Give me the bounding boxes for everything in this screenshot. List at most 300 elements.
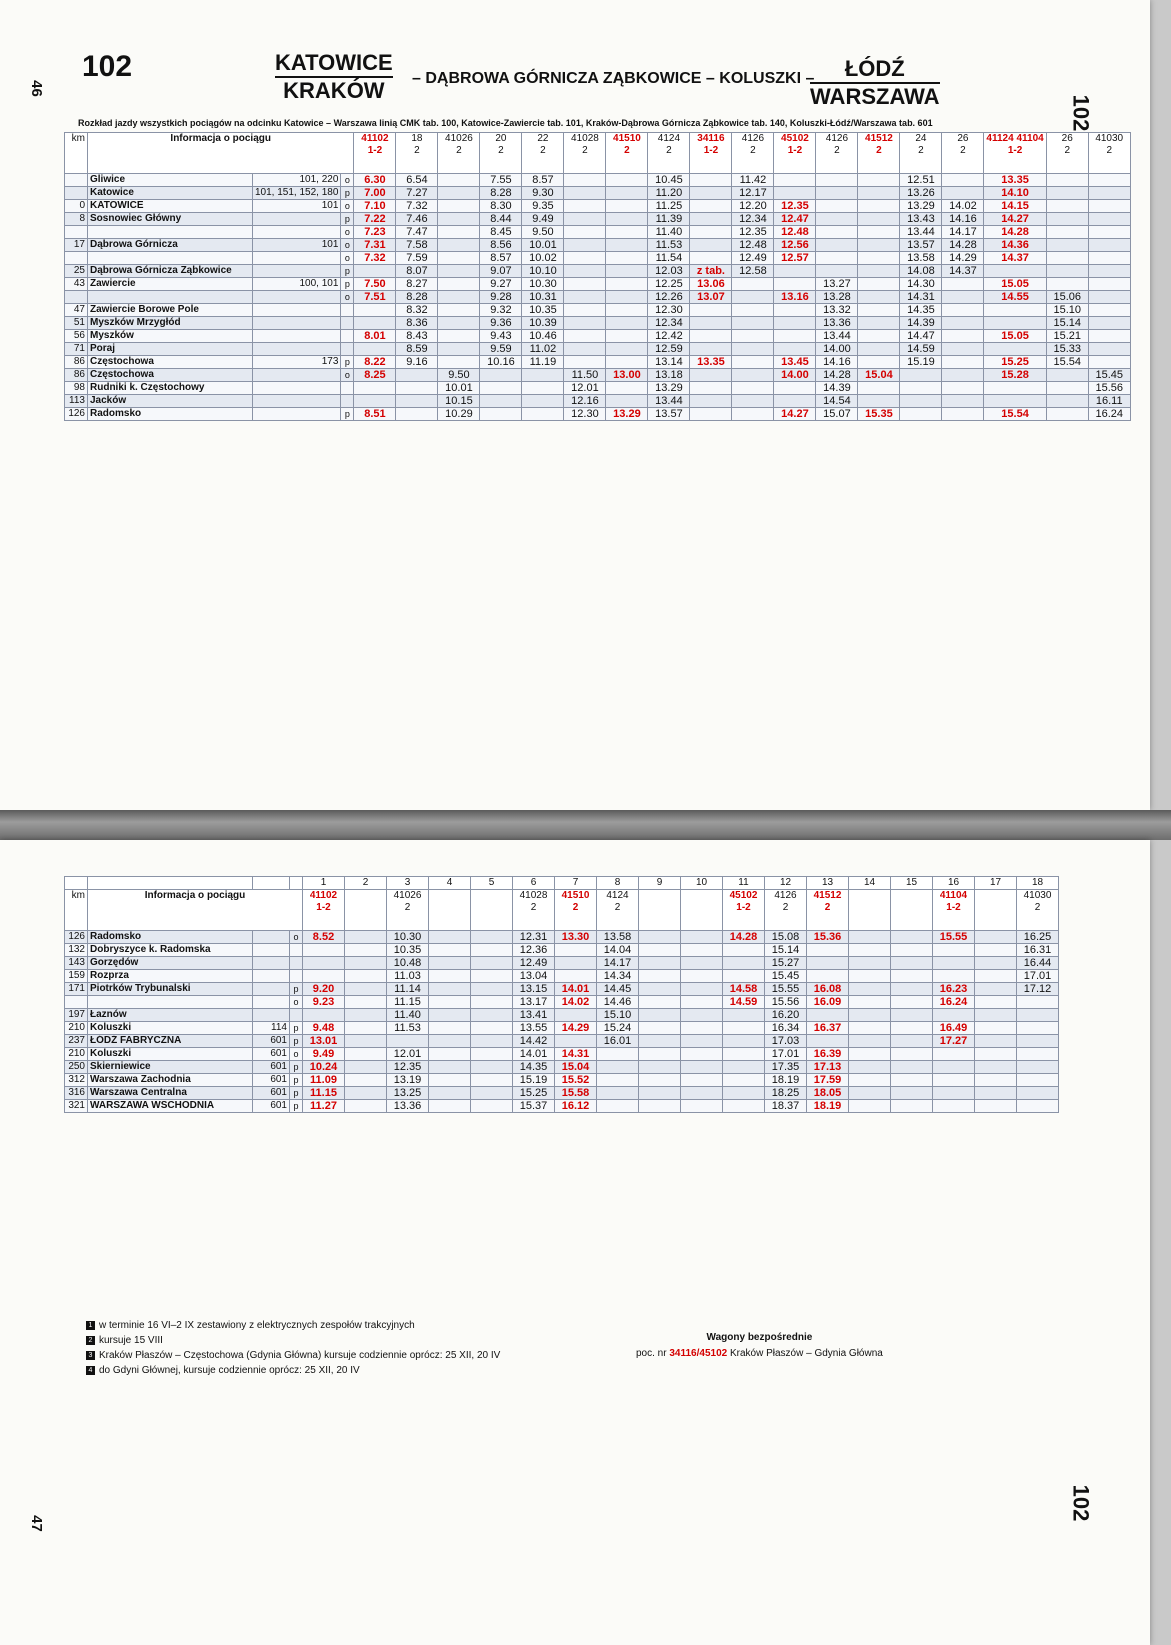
time-cell: 15.55	[933, 931, 975, 944]
time-cell	[522, 408, 564, 421]
train-info-row	[65, 133, 1131, 174]
time-cell: 14.10	[984, 187, 1046, 200]
time-cell	[345, 1022, 387, 1035]
footnote-item	[86, 1363, 500, 1378]
time-cell	[849, 957, 891, 970]
time-cell	[690, 343, 732, 356]
time-cell	[1088, 174, 1130, 187]
column-number-row	[65, 877, 1059, 890]
time-cell: 14.27	[984, 213, 1046, 226]
time-cell: 9.23	[303, 996, 345, 1009]
time-cell: 13.06	[690, 278, 732, 291]
time-cell	[807, 1009, 849, 1022]
arrival-departure-flag	[290, 957, 303, 970]
time-cell: 13.45	[774, 356, 816, 369]
time-cell: 7.10	[354, 200, 396, 213]
time-cell: 14.59	[723, 996, 765, 1009]
time-cell	[1046, 395, 1088, 408]
table-row	[65, 931, 1059, 944]
table-reference	[253, 983, 290, 996]
time-cell	[891, 1100, 933, 1113]
time-cell	[681, 1022, 723, 1035]
time-cell	[681, 1048, 723, 1061]
time-cell: 8.22	[354, 356, 396, 369]
time-cell	[639, 957, 681, 970]
time-cell	[900, 382, 942, 395]
time-cell	[723, 1009, 765, 1022]
time-cell	[1017, 1022, 1059, 1035]
time-cell: 12.01	[387, 1048, 429, 1061]
time-cell	[564, 213, 606, 226]
book-gutter	[0, 810, 1171, 840]
time-cell	[858, 304, 900, 317]
table-row	[65, 187, 1131, 200]
time-cell	[429, 983, 471, 996]
time-cell: 14.35	[513, 1061, 555, 1074]
time-cell: 15.14	[765, 944, 807, 957]
table-row	[65, 291, 1131, 304]
km-value	[65, 174, 88, 187]
time-cell	[942, 304, 984, 317]
time-cell: 15.55	[765, 983, 807, 996]
arrival-departure-flag: o	[341, 174, 354, 187]
time-cell: 13.16	[774, 291, 816, 304]
time-cell: 12.51	[900, 174, 942, 187]
time-cell	[606, 239, 648, 252]
time-cell: 7.23	[354, 226, 396, 239]
km-value	[65, 187, 88, 200]
time-cell: 12.56	[774, 239, 816, 252]
train-number: 41104	[939, 890, 968, 901]
time-cell	[900, 395, 942, 408]
time-cell	[774, 330, 816, 343]
km-value	[65, 226, 88, 239]
km-value: 237	[65, 1035, 88, 1048]
train-number: 41028	[571, 133, 599, 144]
time-cell	[606, 343, 648, 356]
time-cell	[354, 265, 396, 278]
time-cell	[774, 304, 816, 317]
time-cell	[723, 1087, 765, 1100]
time-cell: 12.20	[732, 200, 774, 213]
time-cell: 14.17	[942, 226, 984, 239]
station-name	[88, 291, 253, 304]
time-cell: 15.21	[1046, 330, 1088, 343]
time-cell: 18.05	[807, 1087, 849, 1100]
time-cell	[1046, 265, 1088, 278]
time-cell	[387, 1035, 429, 1048]
table-reference: 100, 101	[253, 278, 341, 291]
time-cell	[900, 369, 942, 382]
time-cell	[774, 278, 816, 291]
table-reference: 101	[253, 200, 341, 213]
time-cell	[681, 1009, 723, 1022]
arrival-departure-flag: o	[290, 931, 303, 944]
column-number: 15	[891, 877, 933, 890]
time-cell	[975, 1048, 1017, 1061]
time-cell: 14.29	[942, 252, 984, 265]
time-cell	[942, 317, 984, 330]
time-cell: 13.29	[606, 408, 648, 421]
time-cell: 13.04	[513, 970, 555, 983]
time-cell: 8.30	[480, 200, 522, 213]
time-cell: 13.36	[816, 317, 858, 330]
time-cell: 8.25	[354, 369, 396, 382]
time-cell: 7.51	[354, 291, 396, 304]
time-cell	[1088, 213, 1130, 226]
time-cell	[429, 1087, 471, 1100]
time-cell: 14.31	[555, 1048, 597, 1061]
train-number-cell	[597, 890, 639, 931]
time-cell	[1088, 265, 1130, 278]
time-cell	[471, 1061, 513, 1074]
km-value: 25	[65, 265, 88, 278]
time-cell	[933, 970, 975, 983]
time-cell: 15.06	[1046, 291, 1088, 304]
km-value: 47	[65, 304, 88, 317]
time-cell	[942, 408, 984, 421]
time-cell	[942, 356, 984, 369]
time-cell: 18.25	[765, 1087, 807, 1100]
column-number-blank	[65, 877, 88, 890]
station-name: Gorzędów	[88, 957, 253, 970]
time-cell	[471, 944, 513, 957]
time-cell: 14.58	[723, 983, 765, 996]
time-cell	[438, 174, 480, 187]
time-cell: 13.35	[984, 174, 1046, 187]
station-name: Gliwice	[88, 174, 253, 187]
time-cell	[681, 957, 723, 970]
station-name: Katowice	[88, 187, 253, 200]
time-cell	[606, 291, 648, 304]
time-cell: 11.03	[387, 970, 429, 983]
arrival-departure-flag: p	[290, 1035, 303, 1048]
time-cell: 13.43	[900, 213, 942, 226]
table-row	[65, 317, 1131, 330]
station-name: Poraj	[88, 343, 253, 356]
time-cell	[429, 957, 471, 970]
time-cell	[816, 252, 858, 265]
time-cell: 9.36	[480, 317, 522, 330]
time-cell	[732, 369, 774, 382]
time-cell	[891, 1061, 933, 1074]
time-cell: 9.59	[480, 343, 522, 356]
time-cell: 13.29	[648, 382, 690, 395]
time-cell	[471, 983, 513, 996]
time-cell: 16.09	[807, 996, 849, 1009]
train-number-cell	[480, 133, 522, 174]
time-cell: 8.28	[396, 291, 438, 304]
train-number-cell	[303, 890, 345, 931]
time-cell	[732, 291, 774, 304]
time-cell	[891, 983, 933, 996]
time-cell	[354, 395, 396, 408]
train-number: 41026	[445, 133, 473, 144]
time-cell	[471, 1087, 513, 1100]
time-cell	[564, 304, 606, 317]
footnote-text: Kraków Płaszów – Częstochowa (Gdynia Główna) kursuje codziennie oprócz: 25 XII, 20 IV	[99, 1350, 501, 1361]
time-cell	[690, 187, 732, 200]
time-cell: 13.01	[303, 1035, 345, 1048]
time-cell	[975, 957, 1017, 970]
time-cell: 14.46	[597, 996, 639, 1009]
time-cell: 12.35	[732, 226, 774, 239]
km-value: 71	[65, 343, 88, 356]
train-number: 41512	[813, 890, 842, 901]
time-cell: 15.33	[1046, 343, 1088, 356]
time-cell: 12.48	[774, 226, 816, 239]
destination-1: ŁÓDŹ	[810, 56, 940, 84]
time-cell: 16.20	[765, 1009, 807, 1022]
time-cell	[429, 944, 471, 957]
table-row	[65, 1061, 1059, 1074]
time-cell	[849, 944, 891, 957]
train-number: 4126	[774, 890, 797, 901]
time-cell	[564, 174, 606, 187]
time-cell: 14.39	[816, 382, 858, 395]
train-number-cell	[564, 133, 606, 174]
column-number: 2	[345, 877, 387, 890]
time-cell: 10.39	[522, 317, 564, 330]
station-name: Jacków	[88, 395, 253, 408]
station-name: KATOWICE	[88, 200, 253, 213]
table-row	[65, 944, 1059, 957]
table-reference: 114	[253, 1022, 290, 1035]
train-number-cell	[732, 133, 774, 174]
time-cell: 16.25	[1017, 931, 1059, 944]
time-cell	[1046, 278, 1088, 291]
train-number: 41124 41104	[986, 133, 1044, 144]
time-cell	[858, 226, 900, 239]
table-reference: 101	[253, 239, 341, 252]
time-cell: 12.48	[732, 239, 774, 252]
time-cell	[1017, 1087, 1059, 1100]
time-cell: 15.37	[513, 1100, 555, 1113]
train-number: 20	[495, 133, 507, 144]
time-cell: 9.48	[303, 1022, 345, 1035]
time-cell: 10.16	[480, 356, 522, 369]
arrival-departure-flag: p	[341, 187, 354, 200]
table-row	[65, 1009, 1059, 1022]
time-cell	[774, 265, 816, 278]
footnote-text: w terminie 16 VI–2 IX zestawiony z elektrycznych zespołów trakcyjnych	[99, 1320, 415, 1331]
time-cell	[681, 983, 723, 996]
time-cell	[1088, 252, 1130, 265]
time-cell: 14.28	[942, 239, 984, 252]
time-cell: 14.00	[816, 343, 858, 356]
table-reference: 601	[253, 1061, 290, 1074]
station-name: Radomsko	[88, 408, 253, 421]
time-cell: 16.23	[933, 983, 975, 996]
train-class: 2	[530, 902, 537, 913]
time-cell: 7.31	[354, 239, 396, 252]
time-cell: 11.53	[648, 239, 690, 252]
time-cell	[438, 304, 480, 317]
time-cell	[606, 395, 648, 408]
time-cell: 16.08	[807, 983, 849, 996]
train-number: 24	[915, 133, 927, 144]
time-cell	[849, 1022, 891, 1035]
train-class: 2	[404, 902, 411, 913]
time-cell	[723, 1022, 765, 1035]
time-cell	[1046, 369, 1088, 382]
time-cell: 15.19	[900, 356, 942, 369]
time-cell: 17.59	[807, 1074, 849, 1087]
train-number-cell	[975, 890, 1017, 931]
table-reference: 601	[253, 1074, 290, 1087]
train-number-cell	[942, 133, 984, 174]
time-cell	[858, 395, 900, 408]
time-cell: 11.15	[303, 1087, 345, 1100]
time-cell	[816, 239, 858, 252]
time-cell	[681, 1035, 723, 1048]
time-cell	[849, 1074, 891, 1087]
table-row	[65, 304, 1131, 317]
time-cell	[849, 996, 891, 1009]
station-name: Piotrków Trybunalski	[88, 983, 253, 996]
time-cell	[1017, 1035, 1059, 1048]
time-cell	[564, 278, 606, 291]
time-cell: 10.15	[438, 395, 480, 408]
time-cell: 15.28	[984, 369, 1046, 382]
time-cell	[354, 382, 396, 395]
station-name: Dobryszyce k. Radomska	[88, 944, 253, 957]
column-number: 8	[597, 877, 639, 890]
time-cell: 15.45	[1088, 369, 1130, 382]
time-cell	[639, 1009, 681, 1022]
time-cell: 13.44	[648, 395, 690, 408]
arrival-departure-flag: p	[290, 983, 303, 996]
table-row	[65, 970, 1059, 983]
time-cell	[345, 931, 387, 944]
time-cell: 15.04	[858, 369, 900, 382]
time-cell: 15.04	[555, 1061, 597, 1074]
time-cell: 13.07	[690, 291, 732, 304]
time-cell	[1088, 343, 1130, 356]
time-cell: 14.28	[723, 931, 765, 944]
time-cell: 17.12	[1017, 983, 1059, 996]
table-reference	[253, 1009, 290, 1022]
train-class: 2	[624, 145, 630, 156]
km-value: 171	[65, 983, 88, 996]
time-cell: 9.49	[303, 1048, 345, 1061]
train-number-cell	[606, 133, 648, 174]
train-number: 26	[1061, 133, 1073, 144]
time-cell: 14.47	[900, 330, 942, 343]
station-name: Łaznów	[88, 1009, 253, 1022]
time-cell: 9.16	[396, 356, 438, 369]
table-row	[65, 174, 1131, 187]
time-cell	[639, 1048, 681, 1061]
time-cell: 8.45	[480, 226, 522, 239]
train-number-cell	[354, 133, 396, 174]
time-cell	[690, 317, 732, 330]
time-cell: 9.50	[522, 226, 564, 239]
train-number-cell	[681, 890, 723, 931]
train-number: 41026	[393, 890, 422, 901]
time-cell: 16.24	[933, 996, 975, 1009]
time-cell: 13.14	[648, 356, 690, 369]
table-row	[65, 278, 1131, 291]
train-number-cell	[765, 890, 807, 931]
footnote-text: do Gdyni Głównej, kursuje codziennie oprócz: 25 XII, 20 IV	[99, 1365, 360, 1376]
time-cell	[975, 931, 1017, 944]
train-class: 2	[750, 145, 756, 156]
time-cell	[1046, 239, 1088, 252]
time-cell	[1046, 174, 1088, 187]
time-cell	[933, 1074, 975, 1087]
time-cell	[303, 957, 345, 970]
table-reference	[253, 395, 341, 408]
time-cell	[723, 1048, 765, 1061]
station-name: Częstochowa	[88, 356, 253, 369]
time-cell: 11.25	[648, 200, 690, 213]
time-cell: 14.42	[513, 1035, 555, 1048]
time-cell: 12.30	[564, 408, 606, 421]
time-cell	[606, 317, 648, 330]
time-cell	[681, 1061, 723, 1074]
via-stations: – DĄBROWA GÓRNICZA ZĄBKOWICE – KOLUSZKI –	[412, 70, 815, 87]
time-cell	[933, 957, 975, 970]
time-cell	[606, 187, 648, 200]
time-cell	[396, 408, 438, 421]
train-number: 41510	[613, 133, 641, 144]
train-number: 41102	[361, 133, 389, 144]
km-value: 56	[65, 330, 88, 343]
origin-1: KATOWICE	[275, 50, 393, 78]
time-cell: 15.52	[555, 1074, 597, 1087]
time-cell	[471, 996, 513, 1009]
time-cell	[774, 317, 816, 330]
time-cell: 13.18	[648, 369, 690, 382]
time-cell: 10.31	[522, 291, 564, 304]
time-cell: 8.59	[396, 343, 438, 356]
time-cell	[774, 343, 816, 356]
time-cell: 14.04	[597, 944, 639, 957]
train-class: 1-2	[736, 902, 751, 913]
through-coaches-trains: 34116/45102	[669, 1348, 728, 1359]
table-row	[65, 996, 1059, 1009]
time-cell	[429, 996, 471, 1009]
timetable-bottom	[64, 876, 1059, 1113]
time-cell: 12.58	[732, 265, 774, 278]
table-row	[65, 957, 1059, 970]
time-cell	[639, 1022, 681, 1035]
time-cell: 11.42	[732, 174, 774, 187]
time-cell	[606, 213, 648, 226]
train-number-cell	[900, 133, 942, 174]
time-cell: 18.37	[765, 1100, 807, 1113]
time-cell: 12.34	[648, 317, 690, 330]
time-cell	[564, 356, 606, 369]
km-value: 17	[65, 239, 88, 252]
table-row	[65, 1100, 1059, 1113]
time-cell	[1017, 1100, 1059, 1113]
time-cell: 11.15	[387, 996, 429, 1009]
time-cell: 14.17	[597, 957, 639, 970]
time-cell	[564, 317, 606, 330]
time-cell	[345, 1100, 387, 1113]
time-cell	[975, 1022, 1017, 1035]
time-cell	[690, 395, 732, 408]
column-number: 3	[387, 877, 429, 890]
time-cell: 8.07	[396, 265, 438, 278]
time-cell	[1088, 226, 1130, 239]
time-cell: 11.40	[648, 226, 690, 239]
time-cell: 8.57	[480, 252, 522, 265]
station-name: Zawiercie Borowe Pole	[88, 304, 253, 317]
time-cell	[732, 278, 774, 291]
